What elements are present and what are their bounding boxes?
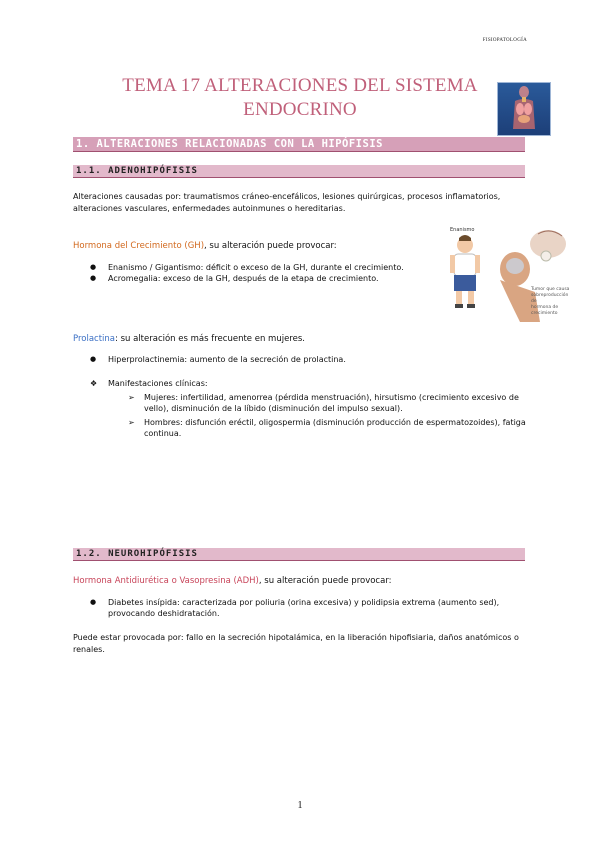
list-item: ● Acromegalia: exceso de la GH, después de la etapa de crecimiento. [90,274,379,283]
adh-rest: , su alteración puede provocar: [258,576,392,586]
list-item: ➢ Mujeres: infertilidad, amenorrea (pérdida menstruación), hirsutismo (crecimiento excesivo de vello), disminución de la líbido (disminución del impulso sexual). [128,393,519,413]
arrow-bullet-icon: ➢ [128,418,135,427]
list-item: ● Hiperprolactinemia: aumento de la secreción de prolactina. [90,355,346,364]
page-title [100,74,500,122]
title-line-2: ENDOCRINO [243,99,357,120]
bullet-icon: ● [90,598,97,606]
subsection-1-1-heading: 1.1. ADENOHIPÓFISIS [73,165,525,178]
adeno-intro: Alteraciones causadas por: traumatismos cráneo-encefálicos, lesiones quirúrgicas, procesos inflamatorios, alteraciones vasculares, enfermedades autoinmunes o hereditarias. [73,192,501,213]
gh-illustration [440,222,570,327]
list-item: ➢ Hombres: disfunción eréctil, oligospermia (disminución producción de espermatozoides), fatiga continua. [128,418,526,438]
prolactina-rest: : su alteración es más frecuente en mujeres. [115,334,305,344]
prolactina-name: Prolactina [73,334,116,344]
list-item: ❖ Manifestaciones clínicas: [90,379,208,388]
title-line-1: TEMA 17 ALTERACIONES DEL SISTEMA [122,75,478,96]
gh-heading [73,240,337,252]
bullet-icon: ● [90,274,97,282]
adh-heading [73,575,392,587]
gh-rest: , su alteración puede provocar: [204,241,337,251]
list-item: ● Enanismo / Gigantismo: déficit o exceso de la GH, durante el crecimiento. [90,263,404,272]
figure-caption: Tumor que causa sobreproducción de hormona de crecimiento [531,287,570,316]
bullet-icon: ● [90,355,97,363]
diamond-bullet-icon: ❖ [90,379,98,388]
prolactina-heading [73,333,305,345]
page-number: 1 [297,800,303,811]
adh-name: Hormona Antidiurética o Vasopresina (ADH) [73,576,259,586]
subsection-1-2-heading: 1.2. NEUROHIPÓFISIS [73,548,525,561]
header-subject: FISIOPATOLOGÍA [482,38,527,43]
bullet-icon: ● [90,263,97,271]
gh-list [90,262,404,284]
neuro-cause: Puede estar provocada por: fallo en la secreción hipotalámica, en la liberación hipofisiaria, daños anatómicos o renales. [73,633,519,654]
figure-label-enanismo: Enanismo [450,227,475,233]
section-1-heading: 1. ALTERACIONES RELACIONADAS CON LA HIPÓFISIS [73,137,525,152]
arrow-bullet-icon: ➢ [128,393,135,402]
gh-name: Hormona del Crecimiento (GH) [73,241,205,251]
endocrine-system-image [497,82,551,136]
list-item: ● Diabetes insípida: caracterizada por poliuria (orina excesiva) y polidipsia extrema (aumento sed), provocando deshidratación. [90,598,500,618]
